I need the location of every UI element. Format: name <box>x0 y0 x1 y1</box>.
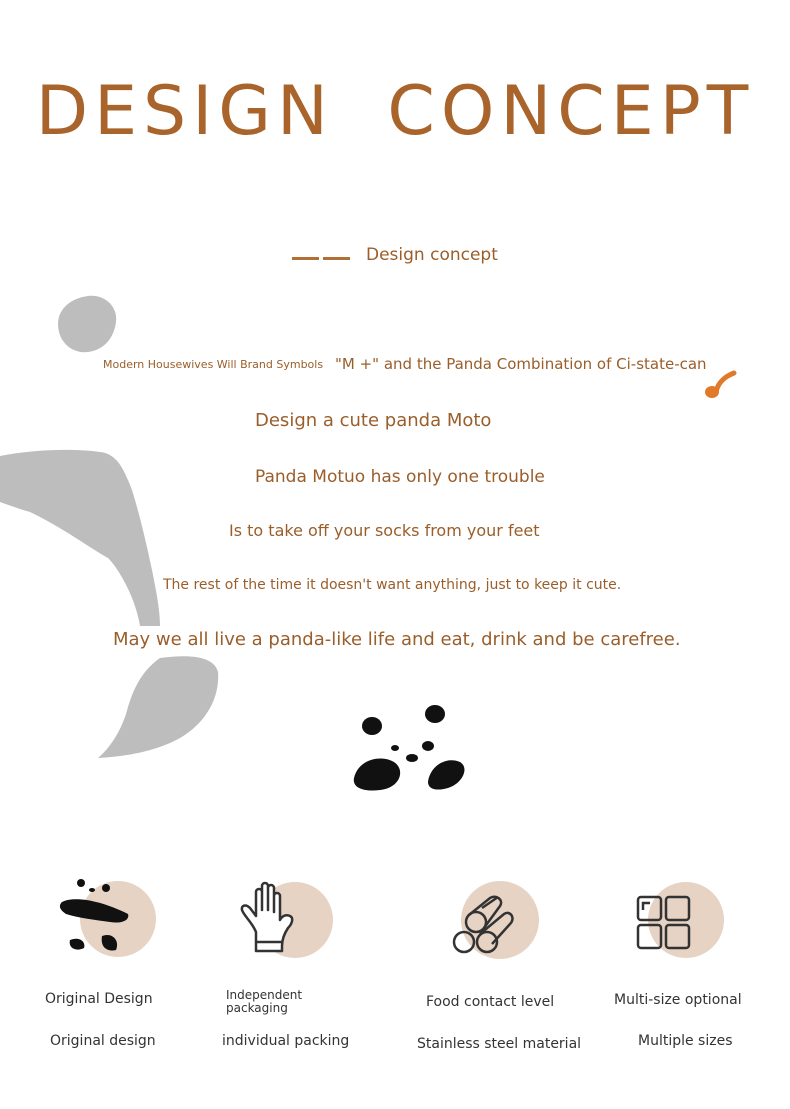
orange-note-icon <box>700 368 740 404</box>
feature-title: Independent packaging <box>226 988 303 1015</box>
concept-line-5: The rest of the time it doesn't want anything, just to keep it cute. <box>163 577 622 593</box>
feature-independent-packaging <box>210 870 390 1070</box>
feature-title: Original Design <box>45 991 153 1007</box>
concept-line-3: Panda Motuo has only one trouble <box>255 467 545 487</box>
glove-icon <box>210 870 390 970</box>
section-dash-divider <box>292 257 350 261</box>
rods-icon <box>410 870 590 970</box>
concept-line-1: "M +" and the Panda Combination of Ci-state-can <box>335 355 707 373</box>
grid-icon <box>600 870 780 970</box>
feature-subtitle: Original design <box>50 1033 156 1049</box>
panda-spots-icon <box>350 702 470 794</box>
concept-line-4: Is to take off your socks from your feet <box>229 521 540 540</box>
feature-title: Multi-size optional <box>614 992 742 1008</box>
feature-original-design <box>30 870 210 1070</box>
hero-title: DESIGN CONCEPT <box>35 72 755 151</box>
concept-line-2: Design a cute panda Moto <box>255 410 492 431</box>
feature-multi-size-optional <box>600 870 780 1070</box>
feature-food-contact-level <box>410 870 590 1070</box>
feature-title: Food contact level <box>426 994 555 1010</box>
feature-subtitle: Stainless steel material <box>417 1036 582 1052</box>
feature-subtitle: Multiple sizes <box>638 1033 733 1049</box>
ink-splash-decoration <box>0 280 260 780</box>
section-title: Design concept <box>366 245 498 265</box>
concept-line-6: May we all live a panda-like life and eat, drink and be carefree. <box>113 629 681 650</box>
feature-subtitle: individual packing <box>222 1033 350 1049</box>
concept-line-small: Modern Housewives Will Brand Symbols <box>103 358 324 371</box>
panda-icon <box>30 870 210 970</box>
